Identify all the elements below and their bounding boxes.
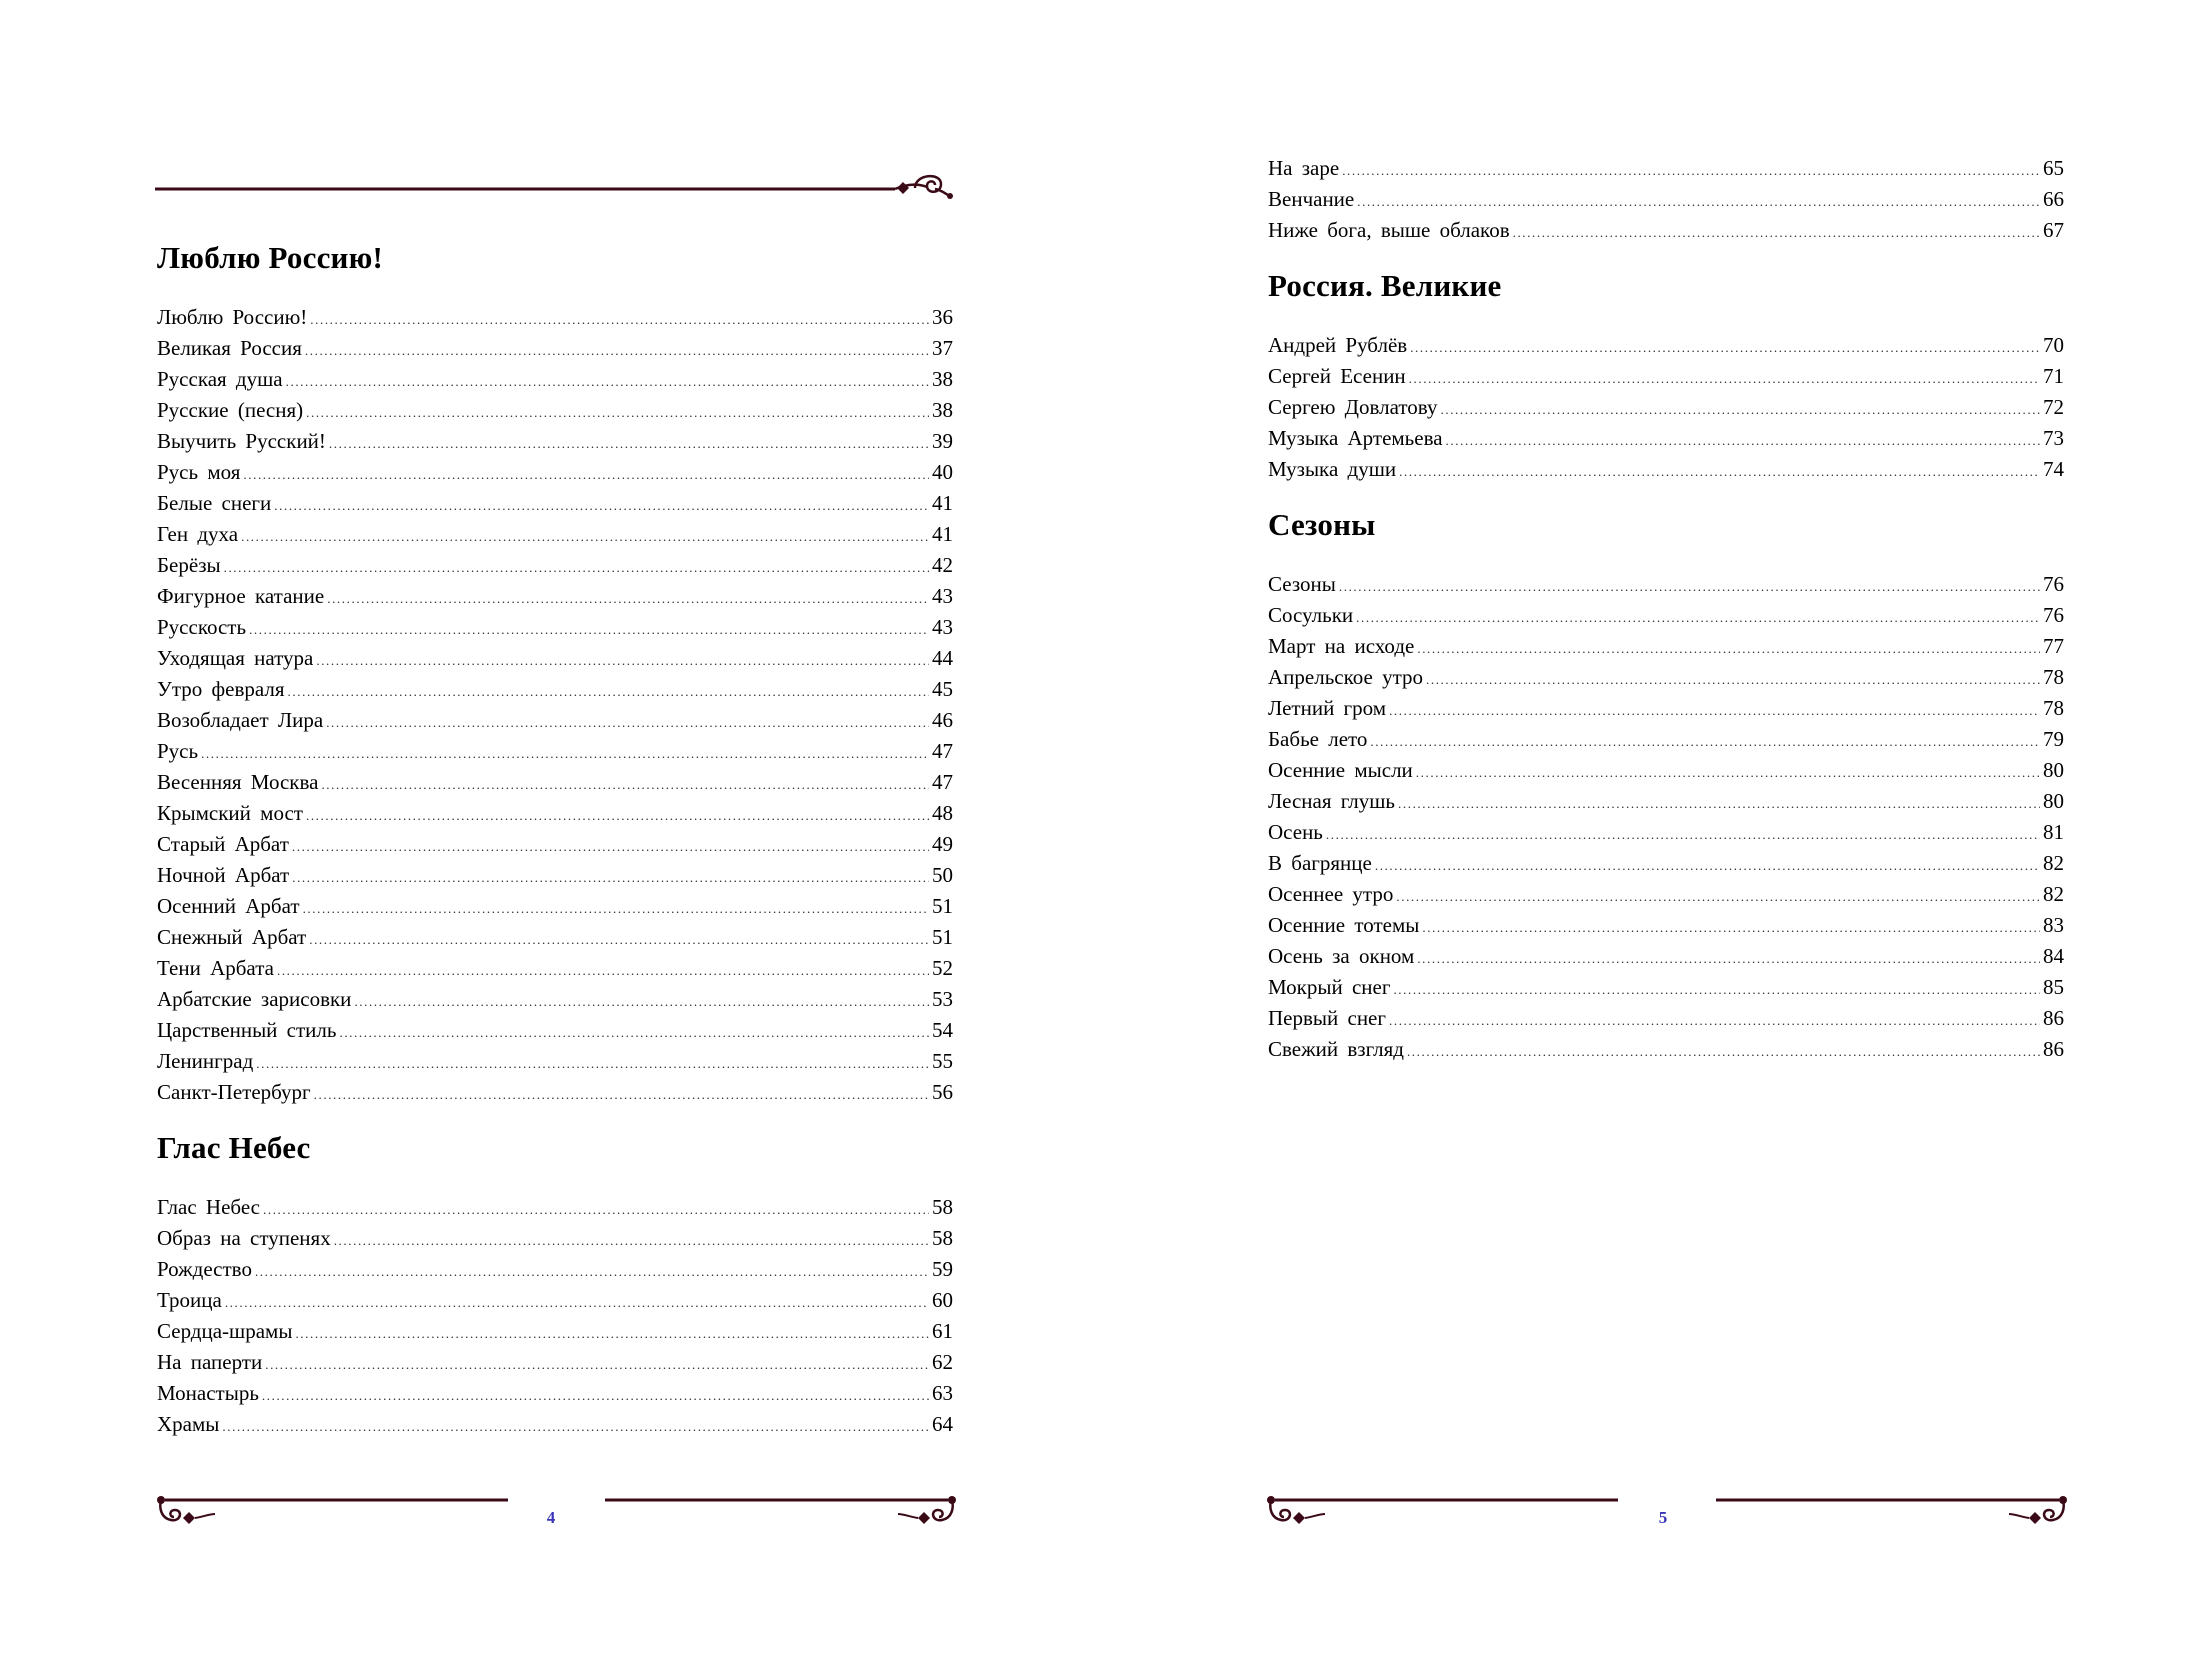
toc-entry-title: Андрей Рублёв <box>1268 333 1408 357</box>
toc-entry <box>157 674 953 705</box>
toc-entry-title: Осенний Арбат <box>157 894 300 918</box>
section-title: Глас Небес <box>157 1130 311 1165</box>
toc-entry <box>1268 972 2064 1003</box>
toc-entry <box>157 1347 953 1378</box>
toc-entry-title: Выучить Русский! <box>157 429 326 453</box>
toc-entry <box>1268 693 2064 724</box>
toc-entry-page: 60 <box>932 1288 953 1312</box>
toc-entry-page: 55 <box>932 1049 953 1073</box>
toc-entry-page: 77 <box>2043 634 2064 658</box>
toc-entry-page: 54 <box>932 1018 953 1042</box>
toc-entry-title: Тени Арбата <box>157 956 274 980</box>
toc-entry-page: 82 <box>2043 851 2064 875</box>
toc-entry <box>157 891 953 922</box>
toc-entry <box>1268 600 2064 631</box>
dot-leader <box>292 862 929 893</box>
toc-entry-page: 66 <box>2043 187 2064 211</box>
toc-entry-title: Крымский мост <box>157 801 303 825</box>
toc-entry <box>157 519 953 550</box>
toc-entry-page: 83 <box>2043 913 2064 937</box>
toc-entry <box>157 488 953 519</box>
dot-leader <box>327 583 929 614</box>
dot-leader <box>339 1017 929 1048</box>
toc-entry <box>157 798 953 829</box>
dot-leader <box>1422 912 2040 943</box>
toc-entry <box>157 302 953 333</box>
toc-column-right <box>1268 153 2064 1065</box>
toc-entry <box>157 736 953 767</box>
dot-leader <box>306 800 929 831</box>
toc-entry-title: Великая Россия <box>157 336 302 360</box>
dot-leader <box>305 335 929 366</box>
dot-leader <box>255 1256 929 1287</box>
toc-entry <box>157 1316 953 1347</box>
dot-leader <box>309 924 929 955</box>
toc-entry <box>1268 153 2064 184</box>
toc-entry <box>1268 910 2064 941</box>
toc-entry-title: Русские (песня) <box>157 398 304 422</box>
dot-leader <box>262 1380 929 1411</box>
toc-entry-page: 76 <box>2043 603 2064 627</box>
toc-entry-title: Венчание <box>1268 187 1355 211</box>
dot-leader <box>256 1048 929 1079</box>
toc-entry-title: Белые снеги <box>157 491 272 515</box>
toc-entry-page: 64 <box>932 1412 953 1436</box>
toc-entry <box>157 1223 953 1254</box>
toc-entry <box>157 395 953 426</box>
toc-entry <box>157 612 953 643</box>
toc-entry-page: 62 <box>932 1350 953 1374</box>
toc-entry-page: 53 <box>932 987 953 1011</box>
toc-entry <box>1268 817 2064 848</box>
toc-entry-page: 58 <box>932 1226 953 1250</box>
toc-entry <box>157 1409 953 1440</box>
dot-leader <box>1417 633 2040 664</box>
toc-entry <box>1268 755 2064 786</box>
toc-entry-title: Образ на ступенях <box>157 1226 331 1250</box>
toc-entry <box>1268 786 2064 817</box>
toc-entry-page: 59 <box>932 1257 953 1281</box>
toc-entry-page: 36 <box>932 305 953 329</box>
toc-entry <box>1268 454 2064 485</box>
toc-entry-title: Сергей Есенин <box>1268 364 1406 388</box>
toc-entry <box>157 1046 953 1077</box>
dot-leader <box>225 1287 929 1318</box>
toc-entry <box>157 457 953 488</box>
toc-entry <box>1268 724 2064 755</box>
dot-leader <box>334 1225 929 1256</box>
toc-entry-page: 74 <box>2043 457 2064 481</box>
dot-leader <box>222 1411 929 1442</box>
toc-entry-title: Русь моя <box>157 460 241 484</box>
toc-entry-page: 44 <box>932 646 953 670</box>
header-ornament-rule <box>155 168 955 202</box>
dot-leader <box>241 521 929 552</box>
footer-ornament-left <box>153 1492 513 1532</box>
dot-leader <box>314 1079 929 1110</box>
toc-entry-title: Рождество <box>157 1257 252 1281</box>
toc-entry <box>157 705 953 736</box>
dot-leader <box>1446 425 2040 456</box>
toc-entry-title: Утро февраля <box>157 677 285 701</box>
toc-entry <box>157 1192 953 1223</box>
toc-entry-title: Снежный Арбат <box>157 925 307 949</box>
toc-entry-title: Осеннее утро <box>1268 882 1394 906</box>
toc-entry <box>157 984 953 1015</box>
toc-entry <box>1268 879 2064 910</box>
dot-leader <box>1398 788 2040 819</box>
dot-leader <box>1407 1036 2040 1067</box>
toc-entry <box>157 860 953 891</box>
dot-leader <box>321 769 929 800</box>
dot-leader <box>224 552 929 583</box>
toc-entry-title: Весенняя Москва <box>157 770 319 794</box>
toc-entry-page: 80 <box>2043 789 2064 813</box>
toc-entry-title: Осень <box>1268 820 1323 844</box>
toc-entry-title: Русь <box>157 739 199 763</box>
toc-entry <box>1268 215 2064 246</box>
toc-entry-page: 51 <box>932 925 953 949</box>
dot-leader <box>306 397 929 428</box>
toc-entry-title: Музыка души <box>1268 457 1397 481</box>
toc-entry-title: На паперти <box>157 1350 263 1374</box>
dot-leader <box>1389 1005 2040 1036</box>
dot-leader <box>1396 881 2040 912</box>
toc-entry-page: 51 <box>932 894 953 918</box>
toc-entry <box>1268 848 2064 879</box>
toc-column-left <box>157 238 953 1440</box>
dot-leader <box>1375 850 2040 881</box>
toc-entry-title: Ночной Арбат <box>157 863 290 887</box>
dot-leader <box>277 955 929 986</box>
toc-entry-title: Музыка Артемьева <box>1268 426 1443 450</box>
toc-entry-title: Берёзы <box>157 553 221 577</box>
toc-entry-page: 85 <box>2043 975 2064 999</box>
dot-leader <box>1409 363 2040 394</box>
toc-entry-title: Фигурное катание <box>157 584 325 608</box>
dot-leader <box>1357 186 2040 217</box>
toc-entry-title: Бабье лето <box>1268 727 1368 751</box>
toc-entry-title: Мокрый снег <box>1268 975 1391 999</box>
footer-ornament-right <box>1711 1492 2071 1532</box>
toc-entry-title: Храмы <box>157 1412 220 1436</box>
dot-leader <box>1370 726 2040 757</box>
toc-entry <box>1268 662 2064 693</box>
toc-entry-page: 84 <box>2043 944 2064 968</box>
dot-leader <box>1393 974 2040 1005</box>
toc-entry-title: Сердца-шрамы <box>157 1319 293 1343</box>
toc-entry-title: Русская душа <box>157 367 283 391</box>
toc-entry <box>157 767 953 798</box>
toc-entry-title: Осенние тотемы <box>1268 913 1420 937</box>
toc-entry-page: 48 <box>932 801 953 825</box>
toc-entry <box>157 1015 953 1046</box>
toc-entry-title: Сосульки <box>1268 603 1354 627</box>
toc-entry-page: 86 <box>2043 1006 2064 1030</box>
toc-entry-page: 50 <box>932 863 953 887</box>
dot-leader <box>326 707 929 738</box>
page-number: 4 <box>546 1508 556 1527</box>
toc-entry <box>1268 361 2064 392</box>
dot-leader <box>274 490 929 521</box>
toc-entry-page: 67 <box>2043 218 2064 242</box>
toc-entry <box>157 1285 953 1316</box>
dot-leader <box>286 366 929 397</box>
dot-leader <box>1399 456 2040 487</box>
toc-section <box>1268 505 2064 1065</box>
toc-entry <box>1268 1003 2064 1034</box>
toc-list <box>1268 153 2064 246</box>
toc-entry-title: Троица <box>157 1288 222 1312</box>
toc-entry-page: 79 <box>2043 727 2064 751</box>
toc-entry <box>157 643 953 674</box>
toc-section-continued <box>1268 153 2064 246</box>
toc-entry-page: 70 <box>2043 333 2064 357</box>
toc-entry <box>157 550 953 581</box>
toc-entry-page: 71 <box>2043 364 2064 388</box>
toc-entry-title: Монастырь <box>157 1381 259 1405</box>
toc-entry-title: Санкт-Петербург <box>157 1080 311 1104</box>
toc-entry-page: 38 <box>932 398 953 422</box>
toc-list <box>157 1192 953 1440</box>
toc-entry <box>157 426 953 457</box>
toc-entry <box>1268 184 2064 215</box>
toc-entry-title: Возобладает Лира <box>157 708 324 732</box>
toc-entry <box>157 333 953 364</box>
section-title: Люблю Россию! <box>157 240 384 275</box>
toc-entry-title: Летний гром <box>1268 696 1387 720</box>
dot-leader <box>1326 819 2040 850</box>
toc-entry-page: 61 <box>932 1319 953 1343</box>
toc-section <box>1268 266 2064 485</box>
toc-entry <box>1268 631 2064 662</box>
toc-entry-page: 86 <box>2043 1037 2064 1061</box>
toc-entry-page: 45 <box>932 677 953 701</box>
footer-ornament-right <box>600 1492 960 1532</box>
toc-entry-title: Первый снег <box>1268 1006 1386 1030</box>
toc-entry <box>157 1378 953 1409</box>
toc-entry-page: 82 <box>2043 882 2064 906</box>
toc-entry-page: 38 <box>932 367 953 391</box>
toc-section <box>157 238 953 1108</box>
toc-entry <box>1268 392 2064 423</box>
dot-leader <box>1410 332 2040 363</box>
toc-entry-title: Свежий взгляд <box>1268 1037 1404 1061</box>
toc-entry-title: Уходящая натура <box>157 646 314 670</box>
toc-entry-title: Арбатские зарисовки <box>157 987 352 1011</box>
toc-entry-page: 40 <box>932 460 953 484</box>
toc-entry-page: 43 <box>932 584 953 608</box>
dot-leader <box>243 459 929 490</box>
dot-leader <box>1513 217 2040 248</box>
toc-entry <box>1268 330 2064 361</box>
toc-entry-page: 52 <box>932 956 953 980</box>
dot-leader <box>1426 664 2040 695</box>
toc-entry-title: Ген духа <box>157 522 239 546</box>
toc-entry-title: Осень за окном <box>1268 944 1415 968</box>
dot-leader <box>1389 695 2040 726</box>
toc-entry <box>157 922 953 953</box>
toc-entry-page: 47 <box>932 739 953 763</box>
toc-entry-title: Сергею Довлатову <box>1268 395 1438 419</box>
toc-entry-title: Сезоны <box>1268 572 1336 596</box>
toc-entry-page: 43 <box>932 615 953 639</box>
toc-entry-title: Глас Небес <box>157 1195 260 1219</box>
toc-entry-title: Старый Арбат <box>157 832 289 856</box>
toc-entry <box>1268 941 2064 972</box>
dot-leader <box>329 428 929 459</box>
toc-entry-page: 65 <box>2043 156 2064 180</box>
dot-leader <box>1339 571 2040 602</box>
toc-entry-title: Апрельское утро <box>1268 665 1423 689</box>
toc-entry-title: Русскость <box>157 615 247 639</box>
toc-entry-title: Царственный стиль <box>157 1018 337 1042</box>
dot-leader <box>265 1349 929 1380</box>
toc-entry <box>157 1077 953 1108</box>
dot-leader <box>201 738 929 769</box>
toc-entry-page: 72 <box>2043 395 2064 419</box>
toc-entry-page: 42 <box>932 553 953 577</box>
toc-entry-title: Лесная глушь <box>1268 789 1396 813</box>
toc-entry-page: 47 <box>932 770 953 794</box>
dot-leader <box>288 676 929 707</box>
dot-leader <box>1416 757 2040 788</box>
toc-entry-page: 46 <box>932 708 953 732</box>
dot-leader <box>1441 394 2041 425</box>
toc-entry-page: 78 <box>2043 665 2064 689</box>
toc-entry-title: Ленинград <box>157 1049 254 1073</box>
right-page <box>1103 0 2205 1654</box>
toc-entry <box>1268 1034 2064 1065</box>
dot-leader <box>263 1194 929 1225</box>
dot-leader <box>295 1318 929 1349</box>
toc-entry-title: На заре <box>1268 156 1340 180</box>
toc-entry <box>1268 569 2064 600</box>
dot-leader <box>310 304 929 335</box>
toc-entry-page: 63 <box>932 1381 953 1405</box>
toc-entry <box>157 364 953 395</box>
toc-entry-title: Март на исходе <box>1268 634 1415 658</box>
toc-entry-page: 78 <box>2043 696 2064 720</box>
toc-entry-page: 56 <box>932 1080 953 1104</box>
toc-entry-page: 37 <box>932 336 953 360</box>
left-page <box>0 0 1102 1654</box>
footer-ornament-left <box>1263 1492 1623 1532</box>
toc-entry-title: Осенние мысли <box>1268 758 1413 782</box>
toc-list <box>157 302 953 1108</box>
dot-leader <box>292 831 929 862</box>
toc-entry <box>157 953 953 984</box>
toc-entry-page: 76 <box>2043 572 2064 596</box>
toc-list <box>1268 569 2064 1065</box>
dot-leader <box>1417 943 2040 974</box>
toc-entry <box>1268 423 2064 454</box>
toc-list <box>1268 330 2064 485</box>
toc-entry-page: 39 <box>932 429 953 453</box>
toc-entry-page: 41 <box>932 522 953 546</box>
toc-entry <box>157 581 953 612</box>
toc-entry-title: Ниже бога, выше облаков <box>1268 218 1510 242</box>
toc-entry-title: Люблю Россию! <box>157 305 308 329</box>
toc-entry-page: 41 <box>932 491 953 515</box>
toc-entry-title: В багрянце <box>1268 851 1372 875</box>
page-number: 5 <box>1658 1508 1668 1527</box>
dot-leader <box>354 986 929 1017</box>
toc-entry-page: 49 <box>932 832 953 856</box>
dot-leader <box>303 893 929 924</box>
toc-entry <box>157 1254 953 1285</box>
toc-entry-page: 58 <box>932 1195 953 1219</box>
dot-leader <box>1356 602 2040 633</box>
toc-entry-page: 80 <box>2043 758 2064 782</box>
toc-entry-page: 81 <box>2043 820 2064 844</box>
section-title: Россия. Великие <box>1268 268 1502 303</box>
dot-leader <box>316 645 929 676</box>
toc-section <box>157 1128 953 1440</box>
toc-entry-page: 73 <box>2043 426 2064 450</box>
toc-entry <box>157 829 953 860</box>
dot-leader <box>1342 155 2040 186</box>
section-title: Сезоны <box>1268 507 1376 542</box>
dot-leader <box>249 614 929 645</box>
